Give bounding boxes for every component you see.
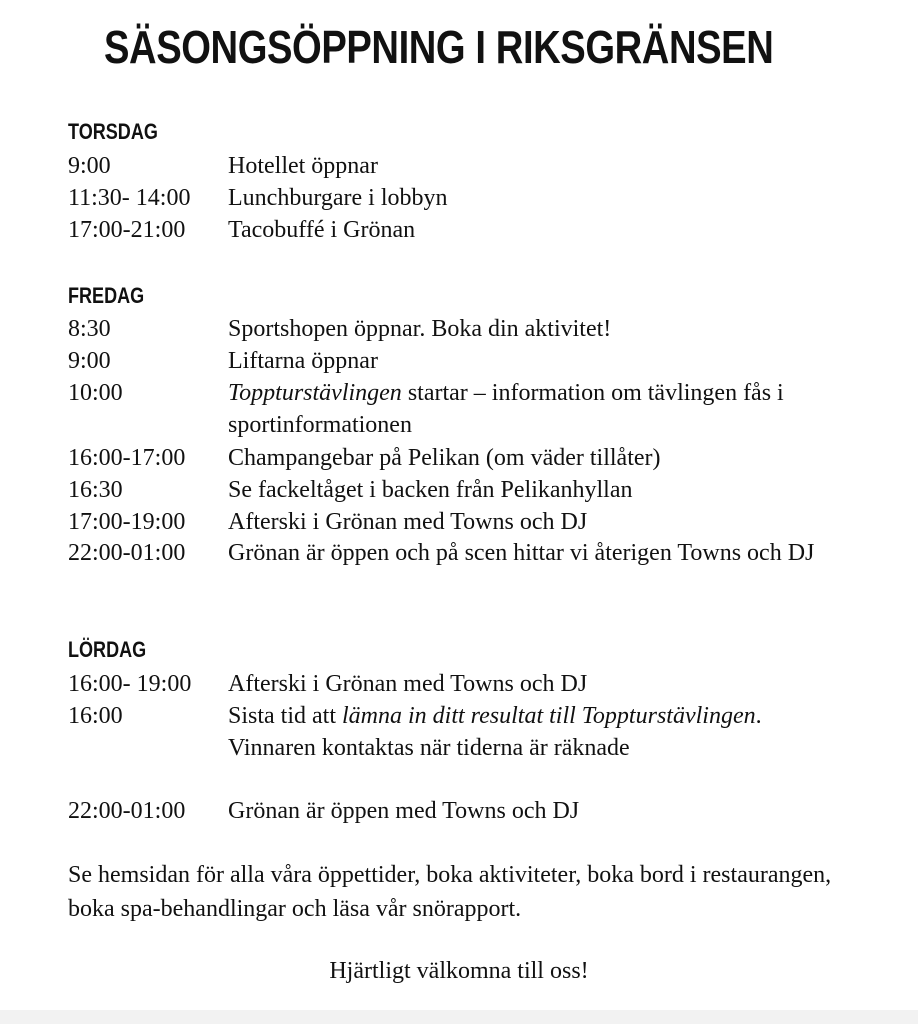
day-heading-torsdag: TORSDAG <box>68 119 158 144</box>
schedule-row <box>68 150 868 182</box>
event-text-prefix: Sista tid att <box>228 703 342 729</box>
schedule-row <box>68 214 868 246</box>
day-heading-lordag: LÖRDAG <box>68 637 147 662</box>
bottom-edge <box>0 1010 918 1024</box>
event-description: Hotellet öppnar <box>228 153 378 179</box>
schedule-row <box>68 474 868 506</box>
event-time: 16:30 <box>68 477 123 503</box>
event-text: . Vinnaren kontaktas när tiderna är räknade <box>228 703 762 761</box>
event-description: Grönan är öppen med Towns och DJ <box>228 798 580 824</box>
event-description: Champangebar på Pelikan (om väder tillåter) <box>228 445 661 471</box>
event-description: Afterski i Grönan med Towns och DJ <box>228 671 588 697</box>
schedule-row <box>68 537 868 569</box>
schedule-row <box>68 700 868 764</box>
schedule-row <box>68 442 868 474</box>
event-time: 16:00 <box>68 703 123 729</box>
event-time: 16:00-17:00 <box>68 445 186 471</box>
footer-text: Se hemsidan för alla våra öppettider, boka aktiviteter, boka bord i restaurangen, boka spa-behandlingar och läsa vår snörapport. <box>68 862 832 922</box>
event-description: Lunchburgare i lobbyn <box>228 185 448 211</box>
event-time: 10:00 <box>68 380 123 406</box>
event-description: Afterski i Grönan med Towns och DJ <box>228 509 588 535</box>
event-description: Tacobuffé i Grönan <box>228 217 416 243</box>
event-time: 17:00-21:00 <box>68 217 186 243</box>
event-description <box>228 700 848 764</box>
event-time: 22:00-01:00 <box>68 798 186 824</box>
event-description <box>228 377 848 441</box>
event-time: 16:00- 19:00 <box>68 671 192 697</box>
event-time: 8:30 <box>68 316 111 342</box>
event-text: startar – information om tävlingen fås i sportinformationen <box>228 380 784 438</box>
welcome-text: Hjärtligt välkomna till oss! <box>329 958 589 984</box>
event-description: Grönan är öppen och på scen hittar vi återigen Towns och DJ <box>228 540 815 566</box>
schedule-row <box>68 795 868 827</box>
schedule-row <box>68 313 868 345</box>
event-time: 11:30- 14:00 <box>68 185 191 211</box>
event-italic-text: Toppturstävlingen <box>228 380 402 406</box>
event-description: Se fackeltåget i backen från Pelikanhyllan <box>228 477 633 503</box>
schedule-row <box>68 377 868 441</box>
day-heading-fredag: FREDAG <box>68 283 145 308</box>
event-time: 9:00 <box>68 153 111 179</box>
event-description: Liftarna öppnar <box>228 348 378 374</box>
schedule-row <box>68 182 868 214</box>
page-title: SÄSONGSÖPPNING I RIKSGRÄNSEN <box>104 21 774 73</box>
event-description: Sportshopen öppnar. Boka din aktivitet! <box>228 316 612 342</box>
event-italic-text: lämna in ditt resultat till Toppturstävlingen <box>342 703 756 729</box>
event-time: 9:00 <box>68 348 111 374</box>
schedule-row <box>68 506 868 538</box>
event-time: 17:00-19:00 <box>68 509 186 535</box>
schedule-row <box>68 345 868 377</box>
event-time: 22:00-01:00 <box>68 540 186 566</box>
schedule-row <box>68 668 868 700</box>
